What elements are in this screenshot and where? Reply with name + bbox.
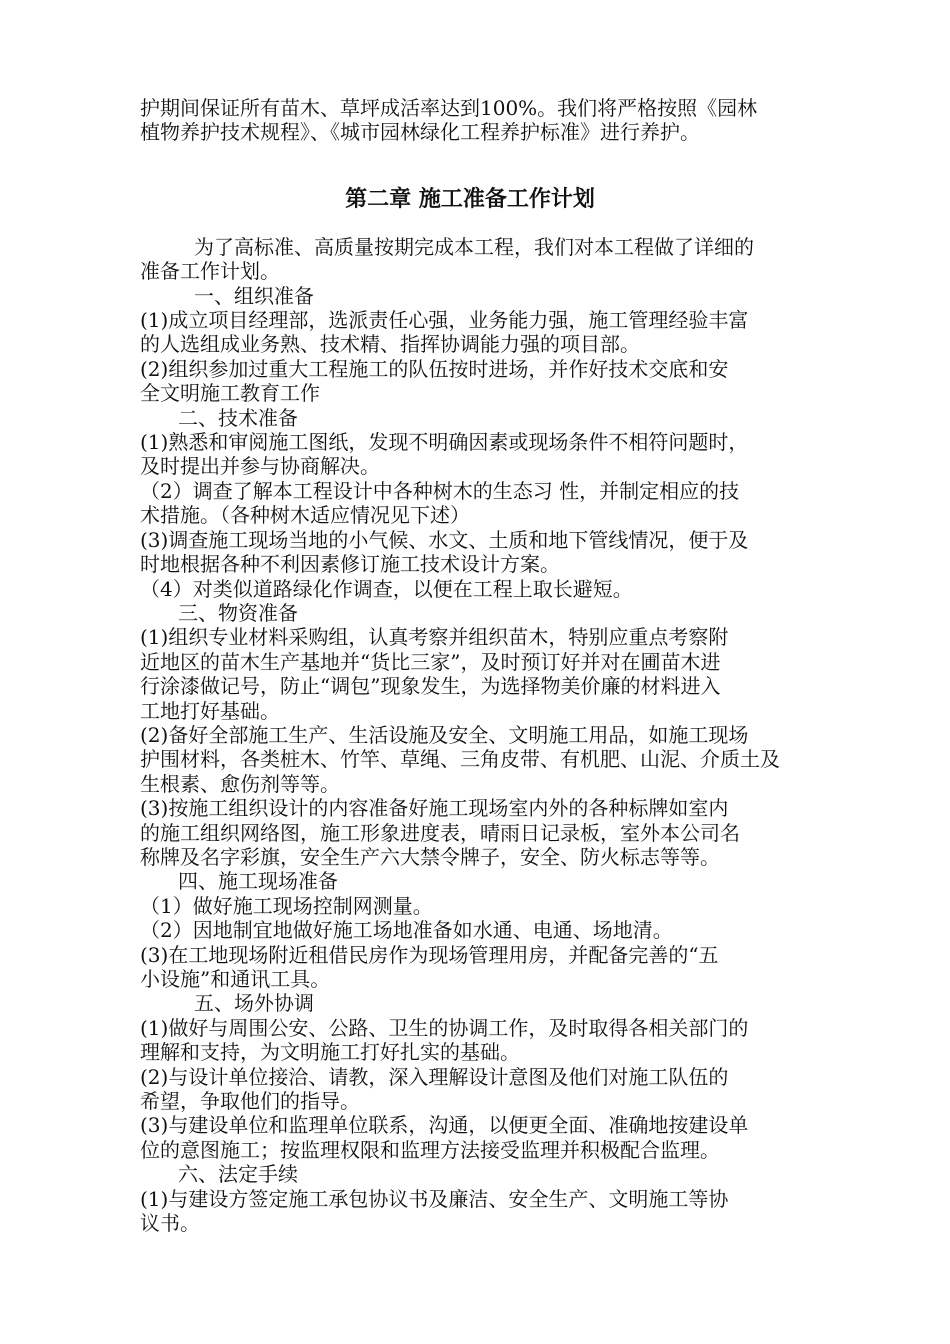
body-line: 及时提出并参与协商解决。 bbox=[140, 454, 380, 479]
body-line: 护围材料，各类桩木、竹竿、草绳、三角皮带、有机肥、山泥、介质土及 bbox=[140, 747, 780, 772]
body-line: (3)按施工组织设计的内容准备好施工现场室内外的各种标牌如室内 bbox=[140, 796, 729, 821]
body-line: 生根素、愈伤剂等等。 bbox=[140, 771, 340, 796]
section-heading: 三、物资准备 bbox=[178, 600, 298, 625]
body-line: 小设施”和通讯工具。 bbox=[140, 967, 331, 991]
section-heading: 五、场外协调 bbox=[194, 991, 314, 1016]
body-line: 称牌及名字彩旗，安全生产六大禁令牌子，安全、防火标志等等。 bbox=[140, 844, 720, 869]
body-line: 希望，争取他们的指导。 bbox=[140, 1089, 360, 1114]
body-line: （2）调查了解本工程设计中各种树木的生态习 性，并制定相应的技 bbox=[140, 478, 740, 503]
body-line: 时地根据各种不利因素修订施工技术设计方案。 bbox=[140, 552, 560, 577]
body-line: 的施工组织网络图，施工形象进度表，晴雨日记录板，室外本公司名 bbox=[140, 820, 740, 845]
intro-line: 准备工作计划。 bbox=[140, 259, 280, 284]
body-line: 工地打好基础。 bbox=[140, 698, 280, 723]
body-line: 议书。 bbox=[140, 1211, 200, 1236]
section-heading: 二、技术准备 bbox=[178, 405, 298, 430]
body-line: 全文明施工教育工作 bbox=[140, 381, 320, 406]
body-line: 位的意图施工；按监理权限和监理方法接受监理并积极配合监理。 bbox=[140, 1137, 720, 1162]
section-heading: 六、法定手续 bbox=[178, 1162, 298, 1187]
body-line: （2）因地制宜地做好施工场地准备如水通、电通、场地清。 bbox=[140, 918, 673, 943]
body-line: 的人选组成业务熟、技术精、指挥协调能力强的项目部。 bbox=[140, 332, 640, 357]
body-line: （1）做好施工现场控制网测量。 bbox=[140, 893, 433, 918]
body-line: (3)与建设单位和监理单位联系，沟通，以便更全面、准确地按建设单 bbox=[140, 1113, 749, 1138]
document-page bbox=[140, 96, 818, 1296]
section-heading: 一、组织准备 bbox=[194, 283, 314, 308]
body-line: (3)调查施工现场当地的小气候、水文、土质和地下管线情况，便于及 bbox=[140, 527, 749, 552]
body-line: (3)在工地现场附近租借民房作为现场管理用房，并配备完善的“五 bbox=[140, 942, 719, 967]
body-line: (2)备好全部施工生产、生活设施及安全、文明施工用品，如施工现场 bbox=[140, 722, 749, 747]
body-line: (1)熟悉和审阅施工图纸，发现不明确因素或现场条件不相符问题时， bbox=[140, 430, 749, 455]
body-line: (2)组织参加过重大工程施工的队伍按时进场，并作好技术交底和安 bbox=[140, 356, 729, 381]
body-line: 行涂漆做记号，防止“调包”现象发生，为选择物美价廉的材料进入 bbox=[140, 674, 721, 699]
body-line: 护期间保证所有苗木、草坪成活率达到100%。我们将严格按照《园林 bbox=[140, 96, 758, 120]
body-line: 术措施。（各种树木适应情况见下述） bbox=[140, 503, 470, 528]
body-line: 理解和支持，为文明施工打好扎实的基础。 bbox=[140, 1040, 520, 1065]
body-line: 近地区的苗木生产基地并“货比三家”，及时预订好并对在圃苗木进 bbox=[140, 649, 721, 674]
body-line: 植物养护技术规程》、《城市园林绿化工程养护标准》进行养护。 bbox=[140, 120, 700, 145]
section-heading: 四、施工现场准备 bbox=[178, 869, 338, 894]
intro-line: 为了高标准、高质量按期完成本工程，我们对本工程做了详细的 bbox=[194, 234, 754, 259]
body-line: （4）对类似道路绿化作调查，以便在工程上取长避短。 bbox=[140, 576, 633, 601]
body-line: (1)与建设方签定施工承包协议书及廉洁、安全生产、文明施工等协 bbox=[140, 1186, 729, 1211]
body-line: (2)与设计单位接洽、请教，深入理解设计意图及他们对施工队伍的 bbox=[140, 1064, 729, 1089]
body-line: (1)成立项目经理部，选派责任心强，业务能力强，施工管理经验丰富 bbox=[140, 308, 749, 333]
chapter-title: 第二章 施工准备工作计划 bbox=[345, 186, 595, 212]
body-line: (1)组织专业材料采购组，认真考察并组织苗木，特别应重点考察附 bbox=[140, 625, 729, 650]
body-line: (1)做好与周围公安、公路、卫生的协调工作，及时取得各相关部门的 bbox=[140, 1015, 749, 1040]
